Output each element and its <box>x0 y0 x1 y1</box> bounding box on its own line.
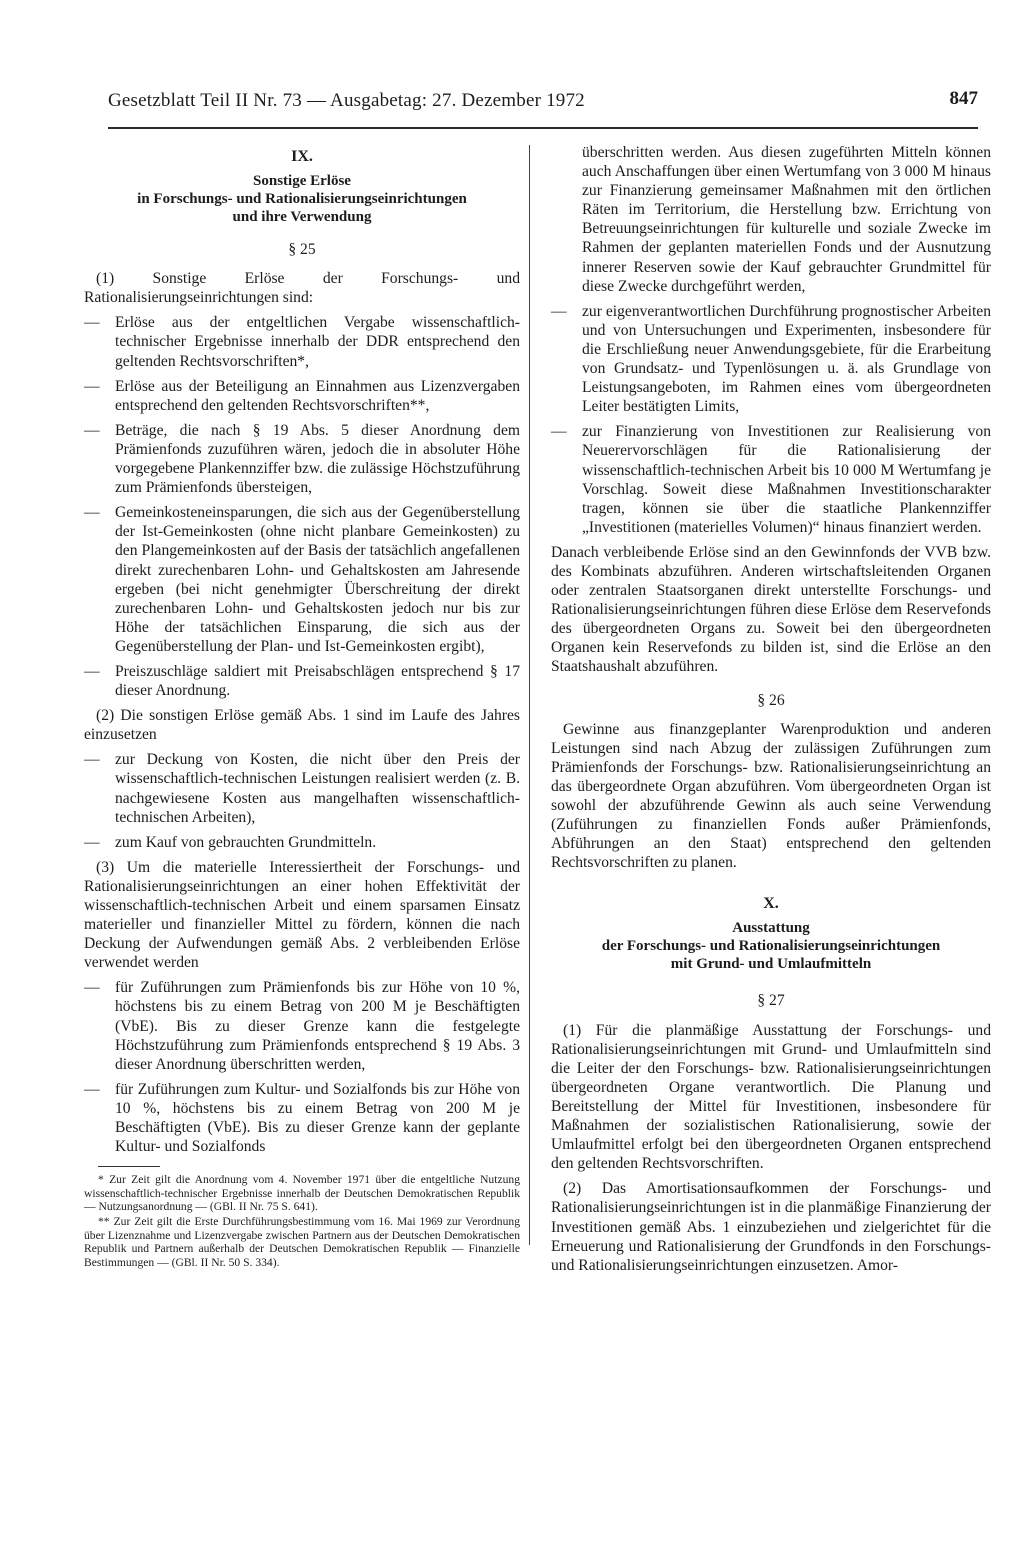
paragraph-26-text: Gewinne aus finanzgeplanter Warenproduktion und anderen Leistungen sind nach Abzug der zulässigen Zuführungen zum Prämienfonds der Forschungs- bzw. Rationalisierungseinrichtung an das übergeordnete Organ abzuführen. Vom übergeordneten Organ ist sowohl der abzuführende Gewinn als auch seine Verwendung (Zuführungen zu finanziellen Fonds außer Prämienfonds, Abführungen an den Staat) entsprechend den geltenden Rechtsvorschriften zu planen. <box>551 720 991 872</box>
list-item <box>551 302 991 417</box>
list-item-text: für Zuführungen zum Prämienfonds bis zur Höhe von 10 %, höchstens bis zu einem Betrag von 200 M je Beschäftigten (VbE). Bis zu dieser Grenze kann die festgelegte Höchstzuführung zum Prämienfonds entsprechend § 19 Abs. 3 dieser Anordnung überschritten werden, <box>115 979 520 1073</box>
dash-marker: — <box>551 423 567 441</box>
list-item-text: für Zuführungen zum Kultur- und Sozialfonds bis zur Höhe von 10 %, höchstens bis zu einem Betrag von 200 M je Beschäftigten (VbE). Bis zu dieser Grenze kann der geplante Kultur- und Sozialfonds <box>115 1080 520 1156</box>
page-header <box>108 86 978 116</box>
footnote-2: ** Zur Zeit gilt die Erste Durchführungsbestimmung vom 16. Mai 1969 zur Verordnung über Lizenznahme und Lizenzvergabe zwischen Partnern aus der Deutschen Demokratischen Republik und Partnern außerhalb der Deutschen Demokratischen Republik — Finanzielle Bestimmungen — (GBl. II Nr. 50 S. 334). <box>84 1215 520 1269</box>
list-item-text: zur Finanzierung von Investitionen zur Realisierung von Neuerervorschlägen für die Rationalisierung der wissenschaftlich-technischen Arbeit bis 10 000 M Wertumfang je Vorschlag. Soweit diese Maßnahmen Investitionscharakter tragen, können sie über die staatliche Plankennziffer „Investitionen (materielles Volumen)“ hinaus finanziert werden. <box>582 423 991 536</box>
section-x-number: X. <box>763 895 779 913</box>
paragraph-26-label: § 26 <box>757 691 785 709</box>
column-divider <box>529 145 530 1245</box>
section-ix-title-line-1: Sonstige Erlöse <box>253 173 351 190</box>
list-item-text: Erlöse aus der entgeltlichen Vergabe wissenschaftlich-technischer Ergebnisse innerhalb der DDR entsprechend den geltenden Rechtsvorschriften*, <box>115 314 520 370</box>
para25-sub3-intro: (3) Um die materielle Interessiertheit der Forschungs- und Rationalisierungseinrichtungen an einer hohen Effektivität der wissenschaftlich-technischen Arbeit und einem sparsamen Einsatz materieller und finanzieller Mittel zu fördern, können die nach Deckung der Aufwendungen gemäß Abs. 2 verbleibenden Erlöse verwendet werden <box>84 858 520 972</box>
list-item <box>84 978 520 1073</box>
dash-marker: — <box>84 314 100 332</box>
section-ix-title-line-3: und ihre Verwendung <box>232 209 372 226</box>
section-x-title-line-3: mit Grund- und Umlaufmitteln <box>670 956 872 973</box>
dash-marker: — <box>84 833 100 851</box>
header-title: Gesetzblatt Teil II Nr. 73 — Ausgabetag: 27. Dezember 1972 <box>108 90 585 111</box>
paragraph-27-label: § 27 <box>757 992 785 1010</box>
paragraph-27-sub1: (1) Für die planmäßige Ausstattung der Forschungs- und Rationalisierungseinrichtungen mit Grund- und Umlaufmitteln sind die Leiter der den Forschungs- bzw. Rationalisierungseinrichtungen übergeordneten Organe verantwortlich. Die Planung und Bereitstellung der Mittel für Investitionen, insbesondere für Maßnahmen der sozialistischen Rationalisierung, sowie der Umlaufmittel erfolgt bei den übergeordneten Organen entsprechend den geltenden Rechtsvorschriften. <box>551 1021 991 1173</box>
left-column <box>84 143 520 1271</box>
dash-marker: — <box>84 979 100 997</box>
list-item <box>84 833 520 852</box>
section-ix-number: IX. <box>291 148 313 165</box>
remaining-proceeds-text: Danach verbleibende Erlöse sind an den Gewinnfonds der VVB bzw. des Kombinats abzuführen. Anderen wirtschaftsleitenden Organen oder zentralen Staatsorganen direkt unterstellte Forschungs- und Rationalisierungseinrichtungen führen diese Erlöse dem Reservefonds des übergeordneten Organs zu. Soweit bei den übergeordneten Organen kein Reservefonds zu bilden ist, sind die Erlöse an den Staatshaushalt abzuführen. <box>551 543 991 676</box>
dash-marker: — <box>84 1080 100 1098</box>
dash-marker: — <box>84 504 100 522</box>
dash-marker: — <box>84 377 100 395</box>
paragraph-25-label: § 25 <box>288 241 316 259</box>
list-item-text: Erlöse aus der Beteiligung an Einnahmen aus Lizenzvergaben entsprechend den geltenden Rechtsvorschriften**, <box>115 377 520 414</box>
page-number: 847 <box>949 88 978 109</box>
paragraph-27-sub2: (2) Das Amortisationsaufkommen der Forschungs- und Rationalisierungseinrichtungen ist in die planmäßige Finanzierung der Investitionen gemäß Abs. 1 einzubeziehen und zielgerichtet für die Erneuerung und Rationalisierung der Grundfonds in den Forschungs- und Rationalisierungseinrichtungen einzusetzen. Amor- <box>551 1180 991 1274</box>
list-item <box>84 421 520 497</box>
section-x-title-line-1: Ausstattung <box>732 920 810 937</box>
list-item <box>551 422 991 537</box>
list-item-text: Preiszuschläge saldiert mit Preisabschlägen entsprechend § 17 dieser Anordnung. <box>115 662 520 700</box>
footnote-1: * Zur Zeit gilt die Anordnung vom 4. November 1971 über die entgeltliche Nutzung wissenschaftlich-technischer Ergebnisse innerhalb der Deutschen Demokratischen Republik — Nutzungsanordnung — (GBl. II Nr. 75 S. 641). <box>84 1173 520 1214</box>
header-rule <box>108 127 978 129</box>
list-item <box>84 377 520 415</box>
section-ix-title-line-2: in Forschungs- und Rationalisierungseinrichtungen <box>137 191 467 208</box>
dash-marker: — <box>551 302 567 320</box>
list-item <box>84 503 520 656</box>
para25-sub1-intro: (1) Sonstige Erlöse der Forschungs- und Rationalisierungseinrichtungen sind: <box>84 270 520 307</box>
list-item-text: zum Kauf von gebrauchten Grundmitteln. <box>115 833 377 851</box>
list-item <box>84 750 520 826</box>
dash-marker: — <box>84 421 100 439</box>
para25-sub2-intro: (2) Die sonstigen Erlöse gemäß Abs. 1 sind im Laufe des Jahres einzusetzen <box>84 707 520 744</box>
list-item <box>84 1080 520 1156</box>
continuation-text: überschritten werden. Aus diesen zugeführten Mitteln können auch Anschaffungen über einen Wertumfang von 3 000 M hinaus zur Finanzierung gemeinsamer Maßnahmen mit den örtlichen Räten im Territorium, die Herstellung bzw. Errichtung von Betreuungseinrichtungen für kulturelle und soziale Zwecke im Rahmen der geplanten materiellen Fonds und der Ausnutzung innerer Reserven sowie der Kauf gebrauchter Grundmittel für diese Zwecke durchgeführt werden, <box>582 144 991 295</box>
list-item-text: Beträge, die nach § 19 Abs. 5 dieser Anordnung dem Prämienfonds zuzuführen wären, jedoch die in absoluter Höhe vorgegebene Plankennziffer bzw. die zulässige Höchstzuführung zum Prämienfonds übersteigen, <box>115 421 520 497</box>
list-item <box>84 662 520 700</box>
list-item-text: zur eigenverantwortlichen Durchführung prognostischer Arbeiten und von Untersuchungen und Experimenten, insbesondere für die Erschließung neuer Anwendungsgebiete, für die Erarbeitung von Grundsatz- und Typenlösungen u. ä. als Grundlage von Leistungsangeboten, im Rahmen eines vom übergeordneten Leiter bestätigten Limits, <box>582 302 991 416</box>
dash-marker: — <box>84 662 100 680</box>
right-column <box>551 143 991 1281</box>
list-item-text: Gemeinkosteneinsparungen, die sich aus der Gegenüberstellung der Ist-Gemeinkosten (ohne nicht planbare Gemeinkosten) zu den Plangemeinkosten auf der Basis der tatsächlich angefallenen direkt zurechenbaren Lohn- und Gehaltskosten am Jahresende ergeben (bei nicht genehmigter Überschreitung der direkt zurechenbaren Lohn- und Gehaltskosten jedoch nur bis zur Höhe der tatsächlichen Einsparung, die sich aus der Gegenüberstellung der Plan- und Ist-Gemeinkosten ergibt), <box>115 504 520 655</box>
list-item-text: zur Deckung von Kosten, die nicht über den Preis der wissenschaftlich-technischen Leistungen realisiert werden (z. B. nachgewiesene Kosten aus mangelhaften wissenschaftlich-technischen Arbeiten), <box>115 751 520 826</box>
dash-marker: — <box>84 751 100 769</box>
footnote-rule <box>98 1166 160 1167</box>
section-x-title-line-2: der Forschungs- und Rationalisierungseinrichtungen <box>601 938 941 955</box>
list-item <box>84 313 520 370</box>
